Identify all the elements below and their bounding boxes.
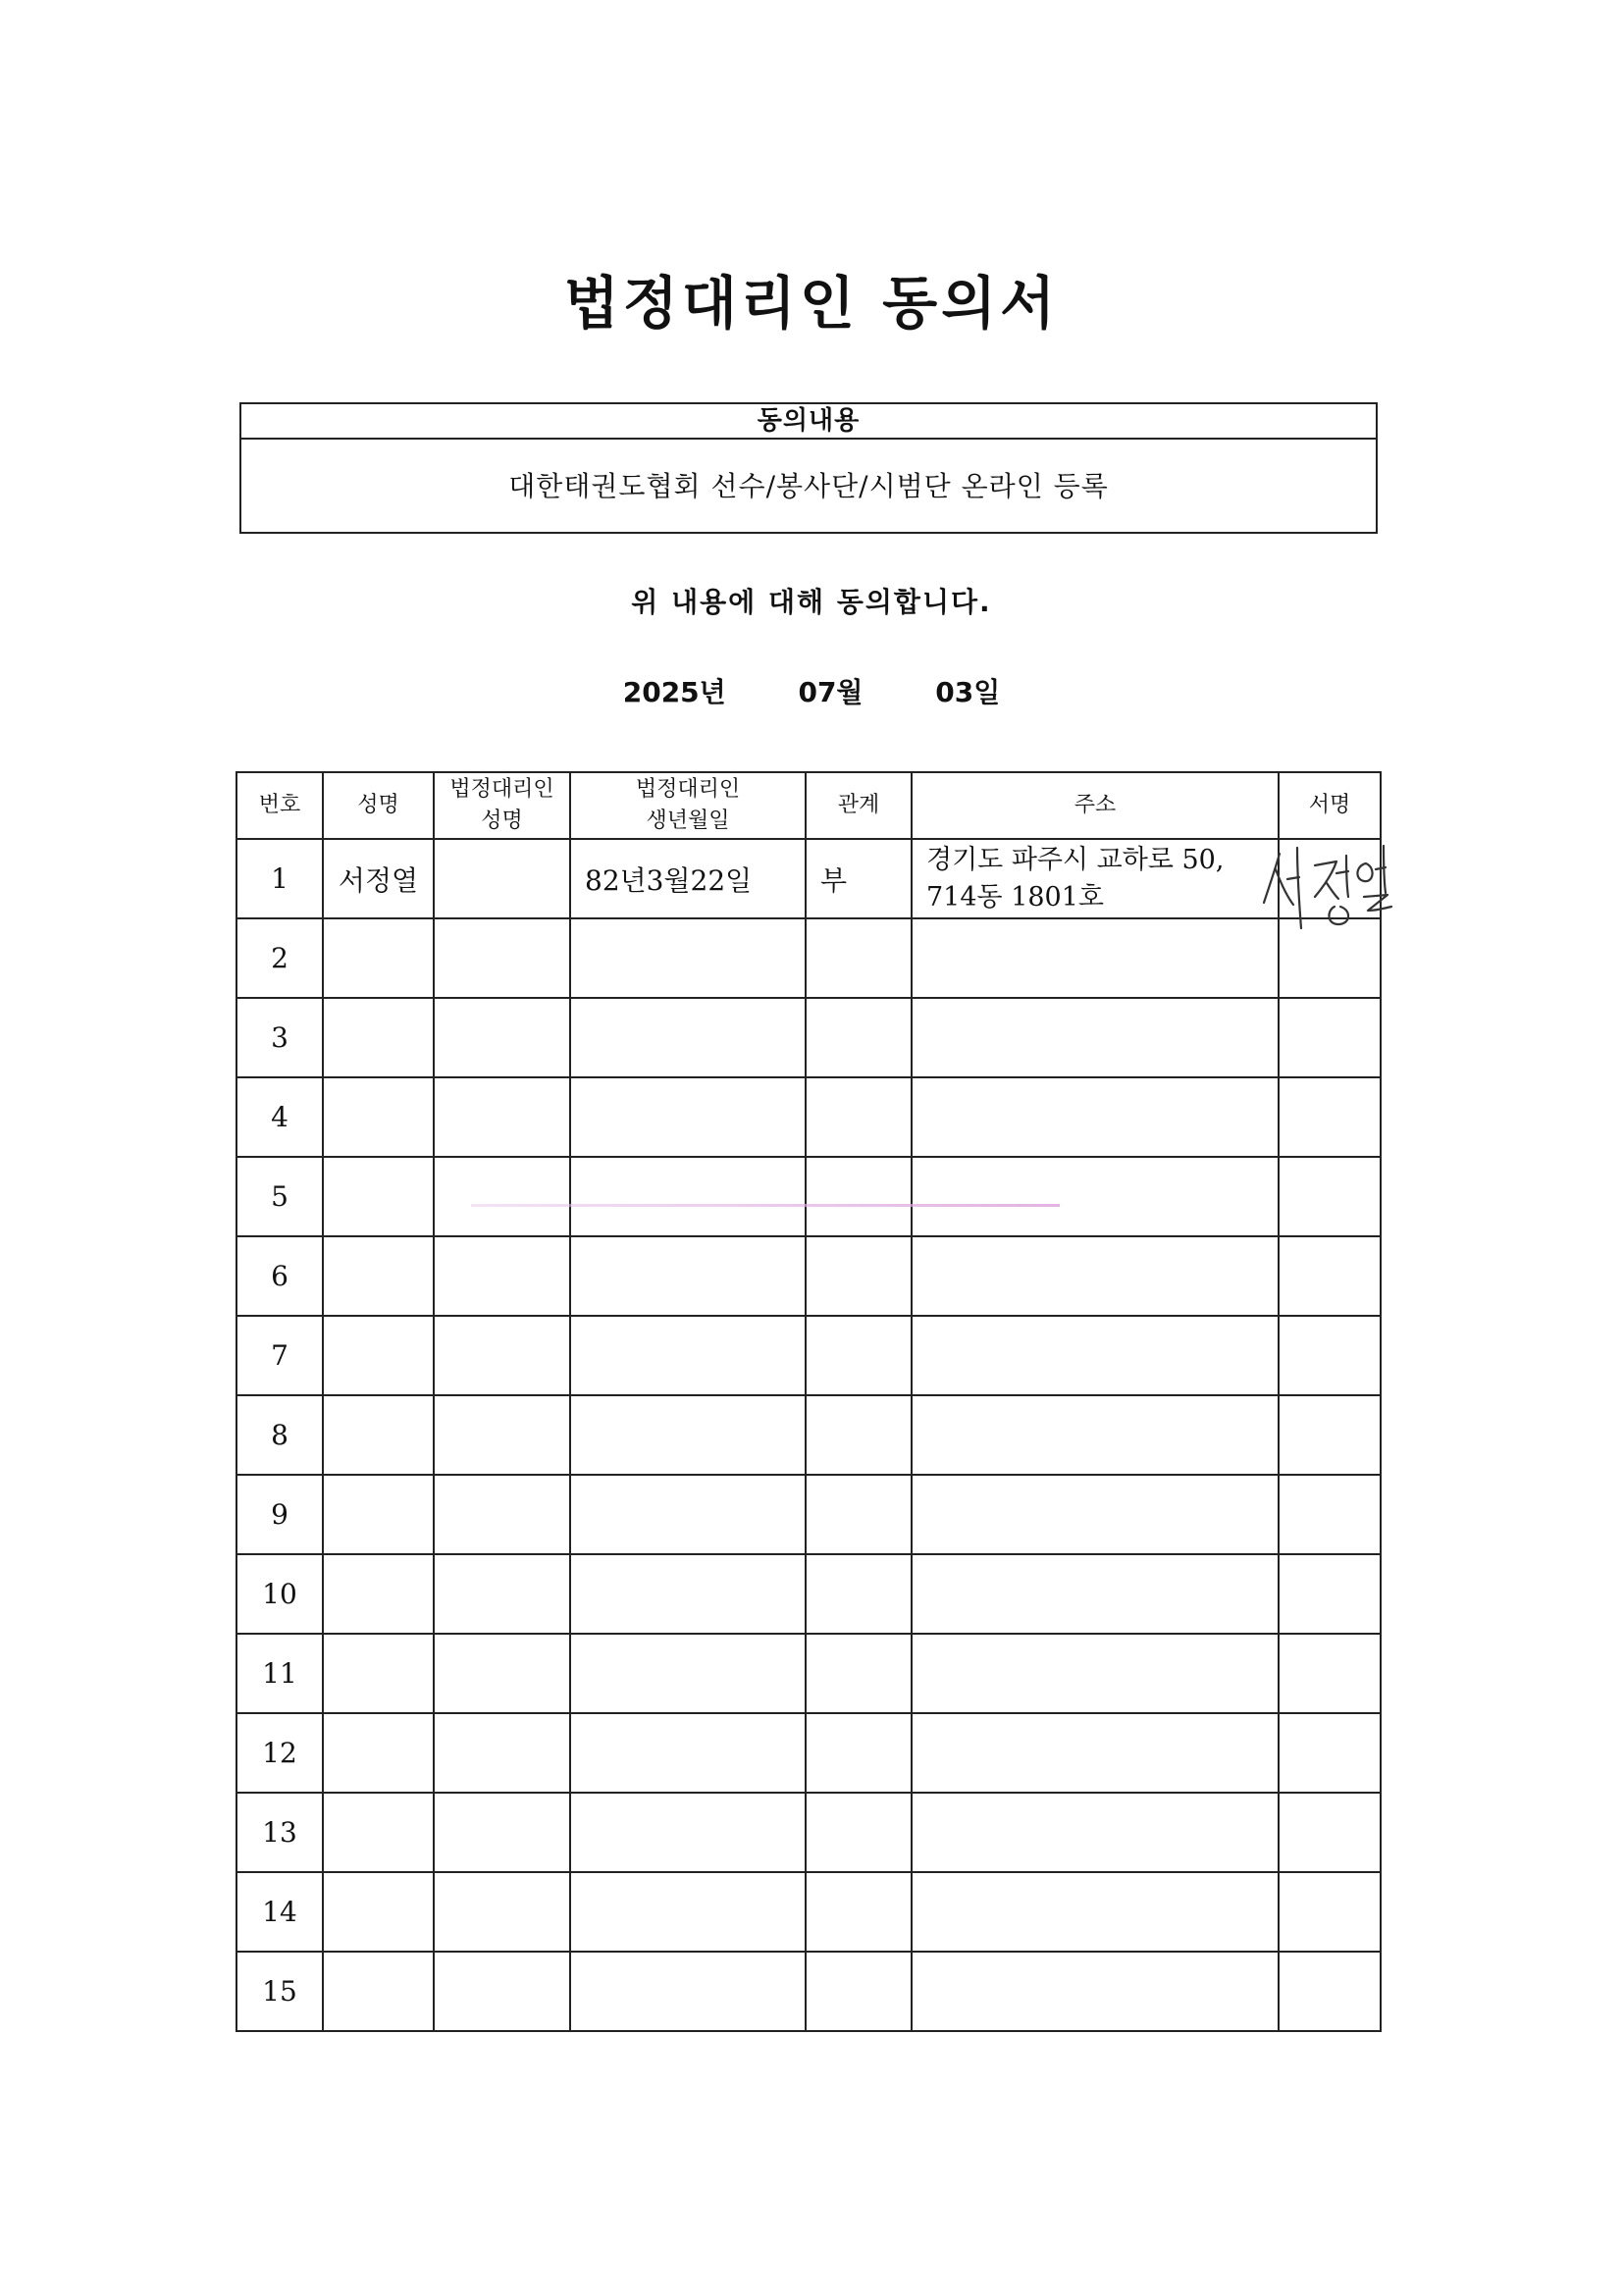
- row-address: [912, 1157, 1279, 1236]
- row-guardian-name: [434, 1316, 570, 1395]
- row-name: [323, 1793, 434, 1872]
- table-row: [236, 1713, 1381, 1793]
- row-name: 서정열: [323, 839, 434, 918]
- header-address: 주소: [912, 772, 1279, 839]
- row-name: [323, 1872, 434, 1952]
- row-name: [323, 1475, 434, 1554]
- row-signature: [1279, 1395, 1381, 1475]
- row-signature: [1279, 1634, 1381, 1713]
- row-signature: [1279, 1236, 1381, 1316]
- row-address: [912, 1236, 1279, 1316]
- row-no: 3: [236, 998, 323, 1077]
- row-guardian-name: [434, 1077, 570, 1157]
- row-address: [912, 1077, 1279, 1157]
- row-no: 14: [236, 1872, 323, 1952]
- row-address: [912, 1713, 1279, 1793]
- row-address: [912, 1316, 1279, 1395]
- row-relation: 부: [806, 839, 912, 918]
- row-signature: [1279, 1793, 1381, 1872]
- row-guardian-birth: [570, 1157, 806, 1236]
- row-address: [912, 1554, 1279, 1634]
- row-name: [323, 1952, 434, 2031]
- row-signature: [1279, 1554, 1381, 1634]
- table-header-row: [236, 772, 1381, 839]
- row-relation: [806, 1395, 912, 1475]
- row-address: [912, 839, 1279, 918]
- document-title: 법정대리인 동의서: [563, 270, 1060, 337]
- row-guardian-birth: [570, 1634, 806, 1713]
- row-address: [912, 1952, 1279, 2031]
- row-relation: [806, 1872, 912, 1952]
- row-guardian-name: [434, 1236, 570, 1316]
- row-guardian-name: [434, 1395, 570, 1475]
- row-guardian-name: [434, 1713, 570, 1793]
- row-guardian-birth: [570, 1952, 806, 2031]
- row-guardian-name: [434, 839, 570, 918]
- row-guardian-name: [434, 1872, 570, 1952]
- row-name: [323, 1554, 434, 1634]
- consent-content-header: 동의내용: [241, 404, 1376, 440]
- table-row: [236, 1634, 1381, 1713]
- row-address: [912, 998, 1279, 1077]
- header-guardian-name-line2: 성명: [481, 809, 523, 833]
- row-name: [323, 1236, 434, 1316]
- row-no: 1: [236, 839, 323, 918]
- table-row: [236, 1316, 1381, 1395]
- row-no: 6: [236, 1236, 323, 1316]
- row-guardian-birth: [570, 918, 806, 998]
- row-relation: [806, 1713, 912, 1793]
- row-signature: [1279, 1077, 1381, 1157]
- row-guardian-name: [434, 1475, 570, 1554]
- header-name: 성명: [323, 772, 434, 839]
- table-row: [236, 1872, 1381, 1952]
- handwritten-signature: [1258, 826, 1405, 944]
- header-no: 번호: [236, 772, 323, 839]
- row-guardian-name: [434, 1554, 570, 1634]
- row-address: [912, 1475, 1279, 1554]
- row-guardian-birth: [570, 998, 806, 1077]
- row-relation: [806, 1793, 912, 1872]
- table-row: [236, 918, 1381, 998]
- header-guardian-name: [434, 772, 570, 839]
- table-row: [236, 839, 1381, 918]
- row-name: [323, 998, 434, 1077]
- row-no: 12: [236, 1713, 323, 1793]
- row-name: [323, 1634, 434, 1713]
- header-relation: 관계: [806, 772, 912, 839]
- row-signature: [1279, 1157, 1381, 1236]
- row-guardian-name: [434, 998, 570, 1077]
- row-guardian-birth: [570, 1554, 806, 1634]
- row-guardian-birth: [570, 1077, 806, 1157]
- header-guardian-name-line1: 법정대리인: [449, 777, 554, 802]
- table-row: [236, 1475, 1381, 1554]
- consent-content-box: [239, 402, 1378, 534]
- header-guardian-birth-line1: 법정대리인: [635, 777, 741, 802]
- row-guardian-name: [434, 1793, 570, 1872]
- row-no: 9: [236, 1475, 323, 1554]
- row-no: 11: [236, 1634, 323, 1713]
- row-no: 8: [236, 1395, 323, 1475]
- row-guardian-name: [434, 1634, 570, 1713]
- guardian-consent-table: [236, 771, 1382, 2032]
- row-no: 7: [236, 1316, 323, 1395]
- consent-date: [0, 671, 1623, 710]
- table-row: [236, 1077, 1381, 1157]
- date-month: 07월: [798, 676, 864, 708]
- table-row: [236, 1236, 1381, 1316]
- row-relation: [806, 1316, 912, 1395]
- row-name: [323, 1395, 434, 1475]
- row-guardian-birth: 82년3월22일: [570, 839, 806, 918]
- header-guardian-birth: [570, 772, 806, 839]
- header-signature: 서명: [1279, 772, 1381, 839]
- row-no: 5: [236, 1157, 323, 1236]
- consent-content-body: 대한태권도협회 선수/봉사단/시범단 온라인 등록: [508, 470, 1109, 502]
- row-name: [323, 1316, 434, 1395]
- row-relation: [806, 1157, 912, 1236]
- row-guardian-birth: [570, 1236, 806, 1316]
- table-row: [236, 1793, 1381, 1872]
- row-guardian-name: [434, 1952, 570, 2031]
- row-no: 4: [236, 1077, 323, 1157]
- date-year: 2025년: [622, 676, 726, 708]
- row-guardian-birth: [570, 1395, 806, 1475]
- row-signature: [1279, 1713, 1381, 1793]
- row-address: [912, 918, 1279, 998]
- row-no: 10: [236, 1554, 323, 1634]
- row-guardian-birth: [570, 1793, 806, 1872]
- row-relation: [806, 1475, 912, 1554]
- table-row: [236, 1554, 1381, 1634]
- row-guardian-birth: [570, 1872, 806, 1952]
- agreement-statement: 위 내용에 대해 동의합니다.: [631, 586, 992, 618]
- row-guardian-birth: [570, 1316, 806, 1395]
- row-signature: [1279, 1316, 1381, 1395]
- row-signature: [1279, 998, 1381, 1077]
- row-relation: [806, 1077, 912, 1157]
- row-name: [323, 1157, 434, 1236]
- row-name: [323, 1077, 434, 1157]
- row-signature: [1279, 1952, 1381, 2031]
- table-row: [236, 1395, 1381, 1475]
- row-address-line2: 714동 1801호: [926, 881, 1104, 913]
- table-row: [236, 1952, 1381, 2031]
- row-no: 2: [236, 918, 323, 998]
- row-guardian-birth: [570, 1713, 806, 1793]
- row-relation: [806, 1236, 912, 1316]
- scan-smudge: [471, 1204, 1060, 1207]
- row-guardian-name: [434, 918, 570, 998]
- date-day: 03일: [935, 676, 1001, 708]
- header-guardian-birth-line2: 생년월일: [646, 809, 730, 833]
- row-guardian-birth: [570, 1475, 806, 1554]
- row-address: [912, 1395, 1279, 1475]
- row-relation: [806, 998, 912, 1077]
- row-name: [323, 1713, 434, 1793]
- row-address: [912, 1793, 1279, 1872]
- row-guardian-name: [434, 1157, 570, 1236]
- row-relation: [806, 918, 912, 998]
- row-relation: [806, 1952, 912, 2031]
- row-signature: [1279, 1475, 1381, 1554]
- row-signature: [1279, 1872, 1381, 1952]
- table-row: [236, 998, 1381, 1077]
- row-relation: [806, 1634, 912, 1713]
- row-address: [912, 1634, 1279, 1713]
- row-name: [323, 918, 434, 998]
- row-address-line1: 경기도 파주시 교하로 50,: [926, 844, 1225, 875]
- row-no: 13: [236, 1793, 323, 1872]
- row-address: [912, 1872, 1279, 1952]
- row-relation: [806, 1554, 912, 1634]
- row-no: 15: [236, 1952, 323, 2031]
- table-row: [236, 1157, 1381, 1236]
